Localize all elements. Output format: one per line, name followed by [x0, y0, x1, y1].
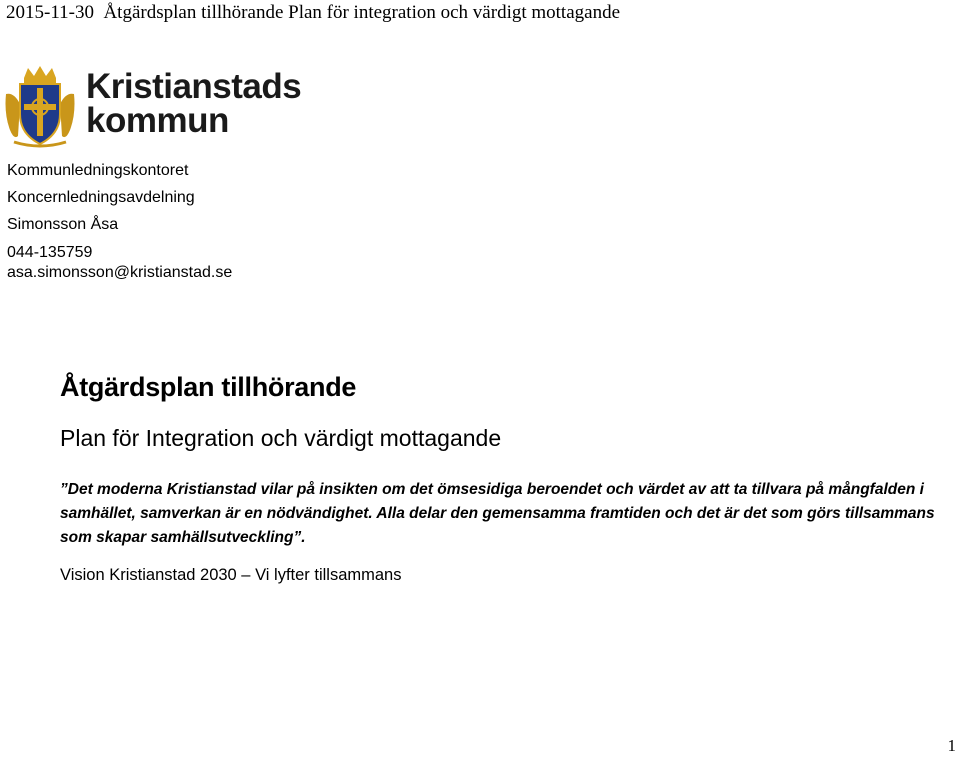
vision-quote: ”Det moderna Kristianstad vilar på insikten om det ömsesidiga beroendet och värdet av att ta tillvara på mångfalden i samhället, samverkan är en nödvändighet. Alla delar den gemensamma framtiden och det är det som görs tillsammans som skapar samhällsutveckling”. — [60, 481, 935, 546]
kristianstads-kommun-logo — [4, 64, 302, 148]
contact-email: asa.simonsson@kristianstad.se — [7, 264, 233, 281]
contact-phone: 044-135759 — [7, 244, 93, 261]
header-date: 2015-11-30 — [6, 2, 94, 23]
document-title: Åtgärdsplan tillhörande — [60, 372, 357, 402]
page-number: 1 — [947, 736, 956, 755]
document-subtitle: Plan för Integration och värdigt mottagande — [60, 425, 502, 451]
contact-office: Kommunledningskontoret — [7, 162, 189, 179]
header-title: Åtgärdsplan tillhörande Plan för integration och värdigt mottagande — [103, 2, 621, 23]
contact-department: Koncernledningsavdelning — [7, 189, 195, 206]
vision-statement: Vision Kristianstad 2030 – Vi lyfter tillsammans — [60, 566, 402, 584]
page-header — [6, 2, 620, 24]
contact-name: Simonsson Åsa — [7, 216, 119, 233]
logo-line-1: Kristianstads — [86, 67, 302, 106]
coat-of-arms-icon — [4, 64, 76, 148]
logo-wordmark — [86, 67, 302, 140]
logo-line-2: kommun — [86, 101, 229, 140]
